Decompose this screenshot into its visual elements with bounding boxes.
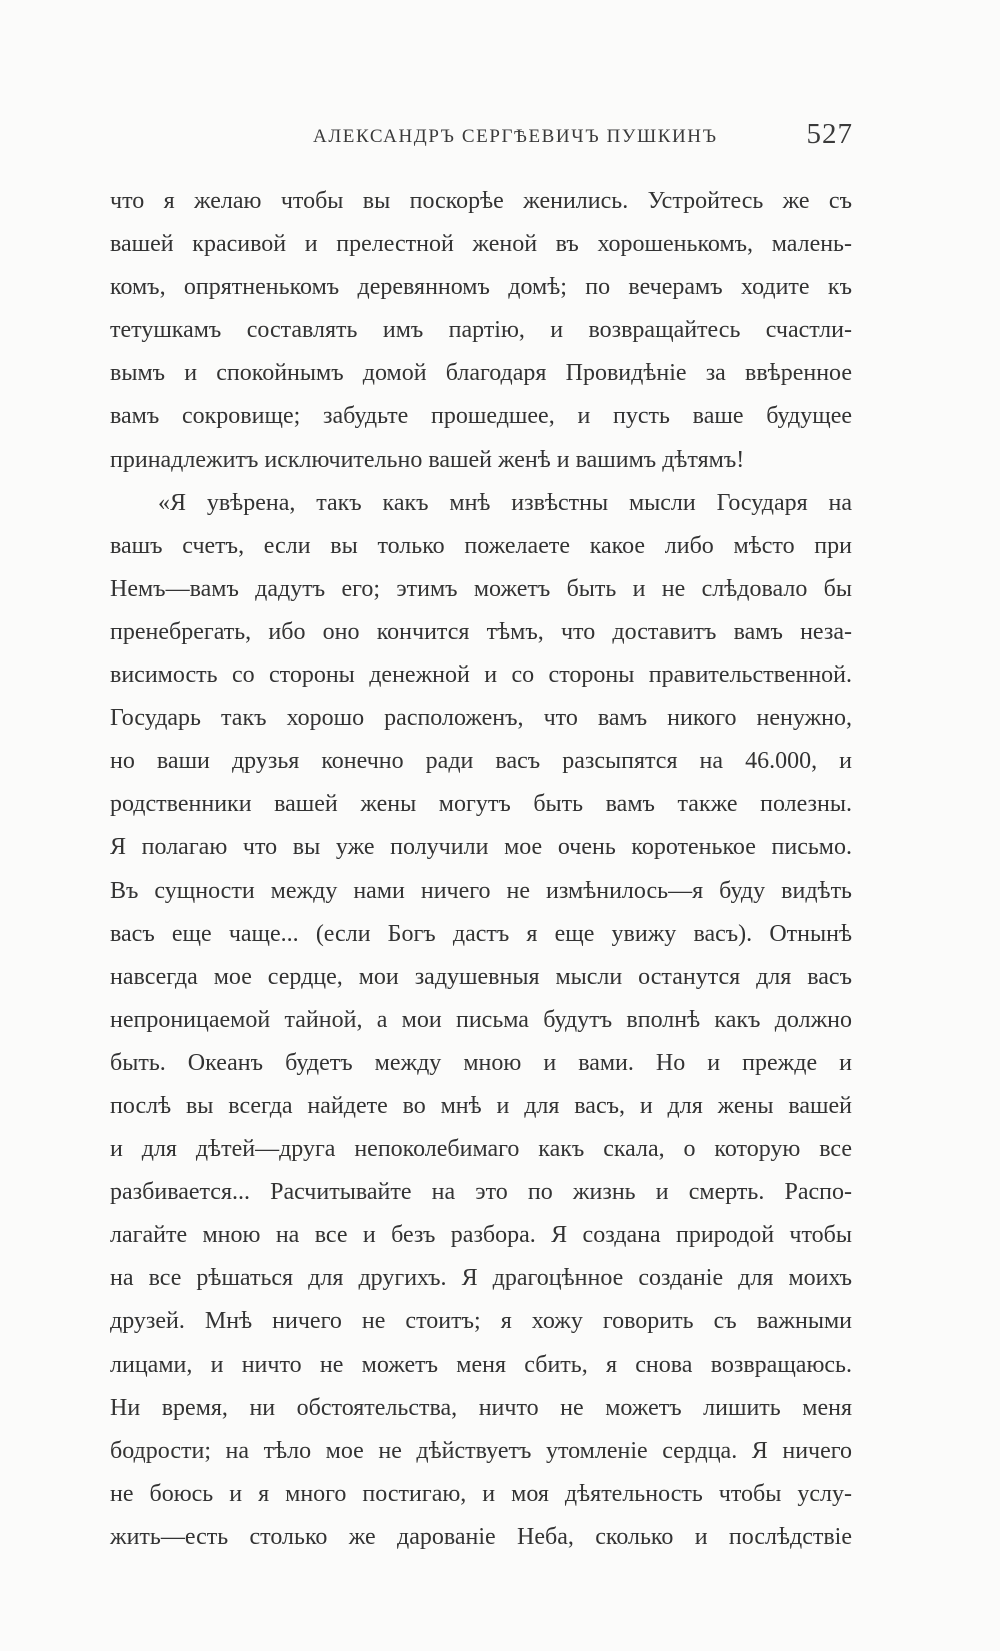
text-line: принадлежитъ исключительно вашей женѣ и вашимъ дѣтямъ! (110, 446, 745, 473)
text-line: Немъ—вамъ дадутъ его; этимъ можетъ быть и не слѣдовало бы (110, 575, 852, 602)
running-head (108, 118, 853, 158)
text-line: Я полагаю что вы уже получили мое очень коротенькое письмо. (110, 834, 852, 861)
text-line: навсегда мое сердце, мои задушевныя мысли останутся для васъ (110, 963, 852, 990)
text-line: висимость со стороны денежной и со стороны правительственной. (110, 662, 852, 689)
text-line: бодрости; на тѣло мое не дѣйствуетъ утомленіе сердца. Я ничего (110, 1437, 852, 1464)
text-line: разбивается... Расчитывайте на это по жизнь и смерть. Распо- (110, 1179, 852, 1206)
text-line: Ни время, ни обстоятельства, ничто не можетъ лишить меня (110, 1394, 852, 1421)
text-line: послѣ вы всегда найдете во мнѣ и для васъ, и для жены вашей (110, 1092, 852, 1119)
text-line: лицами, и ничто не можетъ меня сбить, я снова возвращаюсь. (110, 1351, 852, 1378)
text-line: вашей красивой и прелестной женой въ хорошенькомъ, малень- (110, 231, 852, 258)
text-line: друзей. Мнѣ ничего не стоитъ; я хожу говорить съ важными (110, 1308, 852, 1335)
text-line: и для дѣтей—друга непоколебимаго какъ скала, о которую все (110, 1136, 852, 1163)
text-line: вамъ сокровище; забудьте прошедшее, и пусть ваше будущее (110, 403, 852, 430)
text-line: жить—есть столько же дарованіе Неба, сколько и послѣдствіе (110, 1523, 852, 1550)
running-title: АЛЕКСАНДРЪ СЕРГѢЕВИЧЪ ПУШКИНЪ (313, 126, 718, 147)
text-line: что я желаю чтобы вы поскорѣе женились. Устройтесь же съ (110, 188, 852, 214)
text-line: быть. Океанъ будетъ между мною и вами. Но и прежде и (110, 1049, 852, 1076)
paragraph-start-line: «Я увѣрена, такъ какъ мнѣ извѣстны мысли Государя на (158, 489, 852, 516)
text-line: не боюсь и я много постигаю, и моя дѣятельность чтобы услу- (110, 1480, 852, 1507)
text-line: Государь такъ хорошо расположенъ, что вамъ никого ненужно, (110, 705, 852, 732)
text-line: лагайте мною на все и безъ разбора. Я создана природой чтобы (110, 1222, 852, 1249)
body-text (110, 180, 852, 1559)
text-line: пренебрегать, ибо оно кончится тѣмъ, что доставитъ вамъ неза- (110, 618, 852, 645)
page-number: 527 (806, 118, 853, 150)
text-line: родственники вашей жены могутъ быть вамъ также полезны. (110, 791, 852, 818)
text-line: тетушкамъ составлять имъ партію, и возвращайтесь счастли- (110, 317, 852, 344)
text-line: вымъ и спокойнымъ домой благодаря Провидѣніе за ввѣренное (110, 360, 852, 387)
text-line: комъ, опрятненькомъ деревянномъ домѣ; по вечерамъ ходите къ (110, 274, 852, 301)
text-line: васъ еще чаще... (если Богъ дастъ я еще увижу васъ). Отнынѣ (110, 920, 852, 947)
text-line: Въ сущности между нами ничего не измѣнилось—я буду видѣть (110, 877, 852, 904)
text-line: но ваши друзья конечно ради васъ разсыпятся на 46.000, и (110, 748, 852, 775)
text-line: вашъ счетъ, если вы только пожелаете какое либо мѣсто при (110, 532, 852, 559)
text-line: непроницаемой тайной, а мои письма будутъ вполнѣ какъ должно (110, 1006, 852, 1033)
text-line: на все рѣшаться для другихъ. Я драгоцѣнное созданіе для моихъ (110, 1265, 852, 1292)
